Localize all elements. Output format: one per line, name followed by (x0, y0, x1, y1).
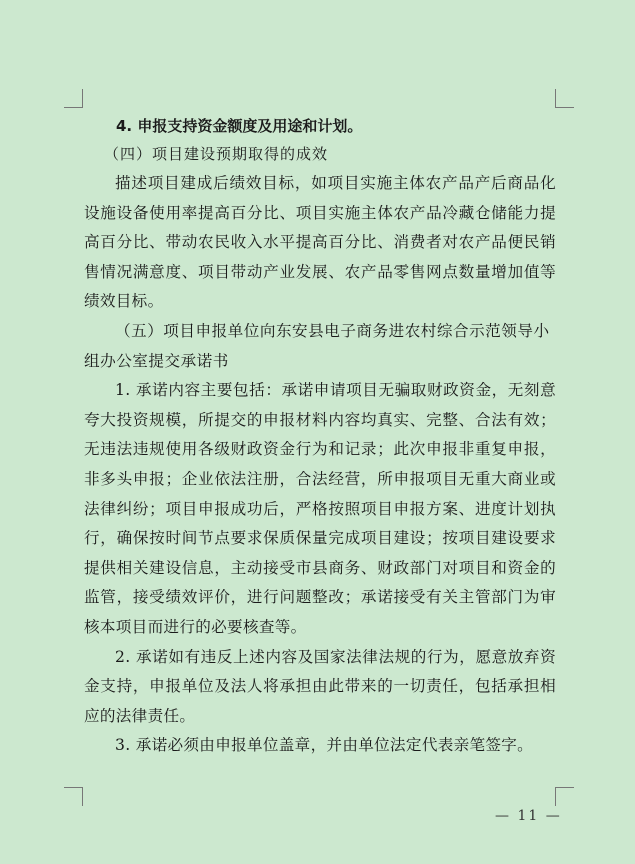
section-5-title: （五）项目申报单位向东安县电子商务进农村综合示范领导小组办公室提交承诺书 (84, 321, 550, 370)
crop-mark-bottom-left (64, 787, 83, 806)
section-4-body: 描述项目建成后绩效目标，如项目实施主体农产品产后商品化设施设备使用率提高百分比、项目实施主体农产品冷藏仓储能力提高百分比、带动农民收入水平提高百分比、消费者对农产品便民销售情况满意度、项目带动产业发展、农产品零售网点数量增加值等绩效目标。 (84, 174, 556, 311)
section-4-title: （四）项目建设预期取得的成效 (104, 145, 329, 163)
commitment-item-1: 1. 承诺内容主要包括：承诺申请项目无骗取财政资金，无刻意夸大投资规模，所提交的申报材料内容均真实、完整、合法有效；无违法违规使用各级财政资金行为和记录；此次申报非重复申报，非多头申报；企业依法注册，合法经营，所申报项目无重大商业或法律纠纷；项目申报成功后，严格按照项目申报方案、进度计划执行，确保按时间节点要求保质保量完成项目建设；按项目建设要求提供相关建设信息，主动接受市县商务、财政部门对项目和资金的监管，接受绩效评价，进行问题整改；承诺接受有关主管部门为审核本项目而进行的必要核查等。 (84, 381, 556, 636)
document-body (84, 112, 556, 761)
page-number: — 11 — (495, 808, 562, 824)
commitment-item-3: 3. 承诺必须由申报单位盖章，并由单位法定代表亲笔签字。 (115, 736, 534, 755)
crop-mark-top-left (64, 89, 83, 108)
crop-mark-bottom-right (555, 787, 574, 806)
commitment-item-2: 2. 承诺如有违反上述内容及国家法律法规的行为，愿意放弃资金支持，申报单位及法人将承担由此带来的一切责任，包括承担相应的法律责任。 (84, 647, 556, 725)
heading-funding-plan: 4. 申报支持资金额度及用途和计划。 (116, 117, 363, 135)
crop-mark-top-right (555, 89, 574, 108)
